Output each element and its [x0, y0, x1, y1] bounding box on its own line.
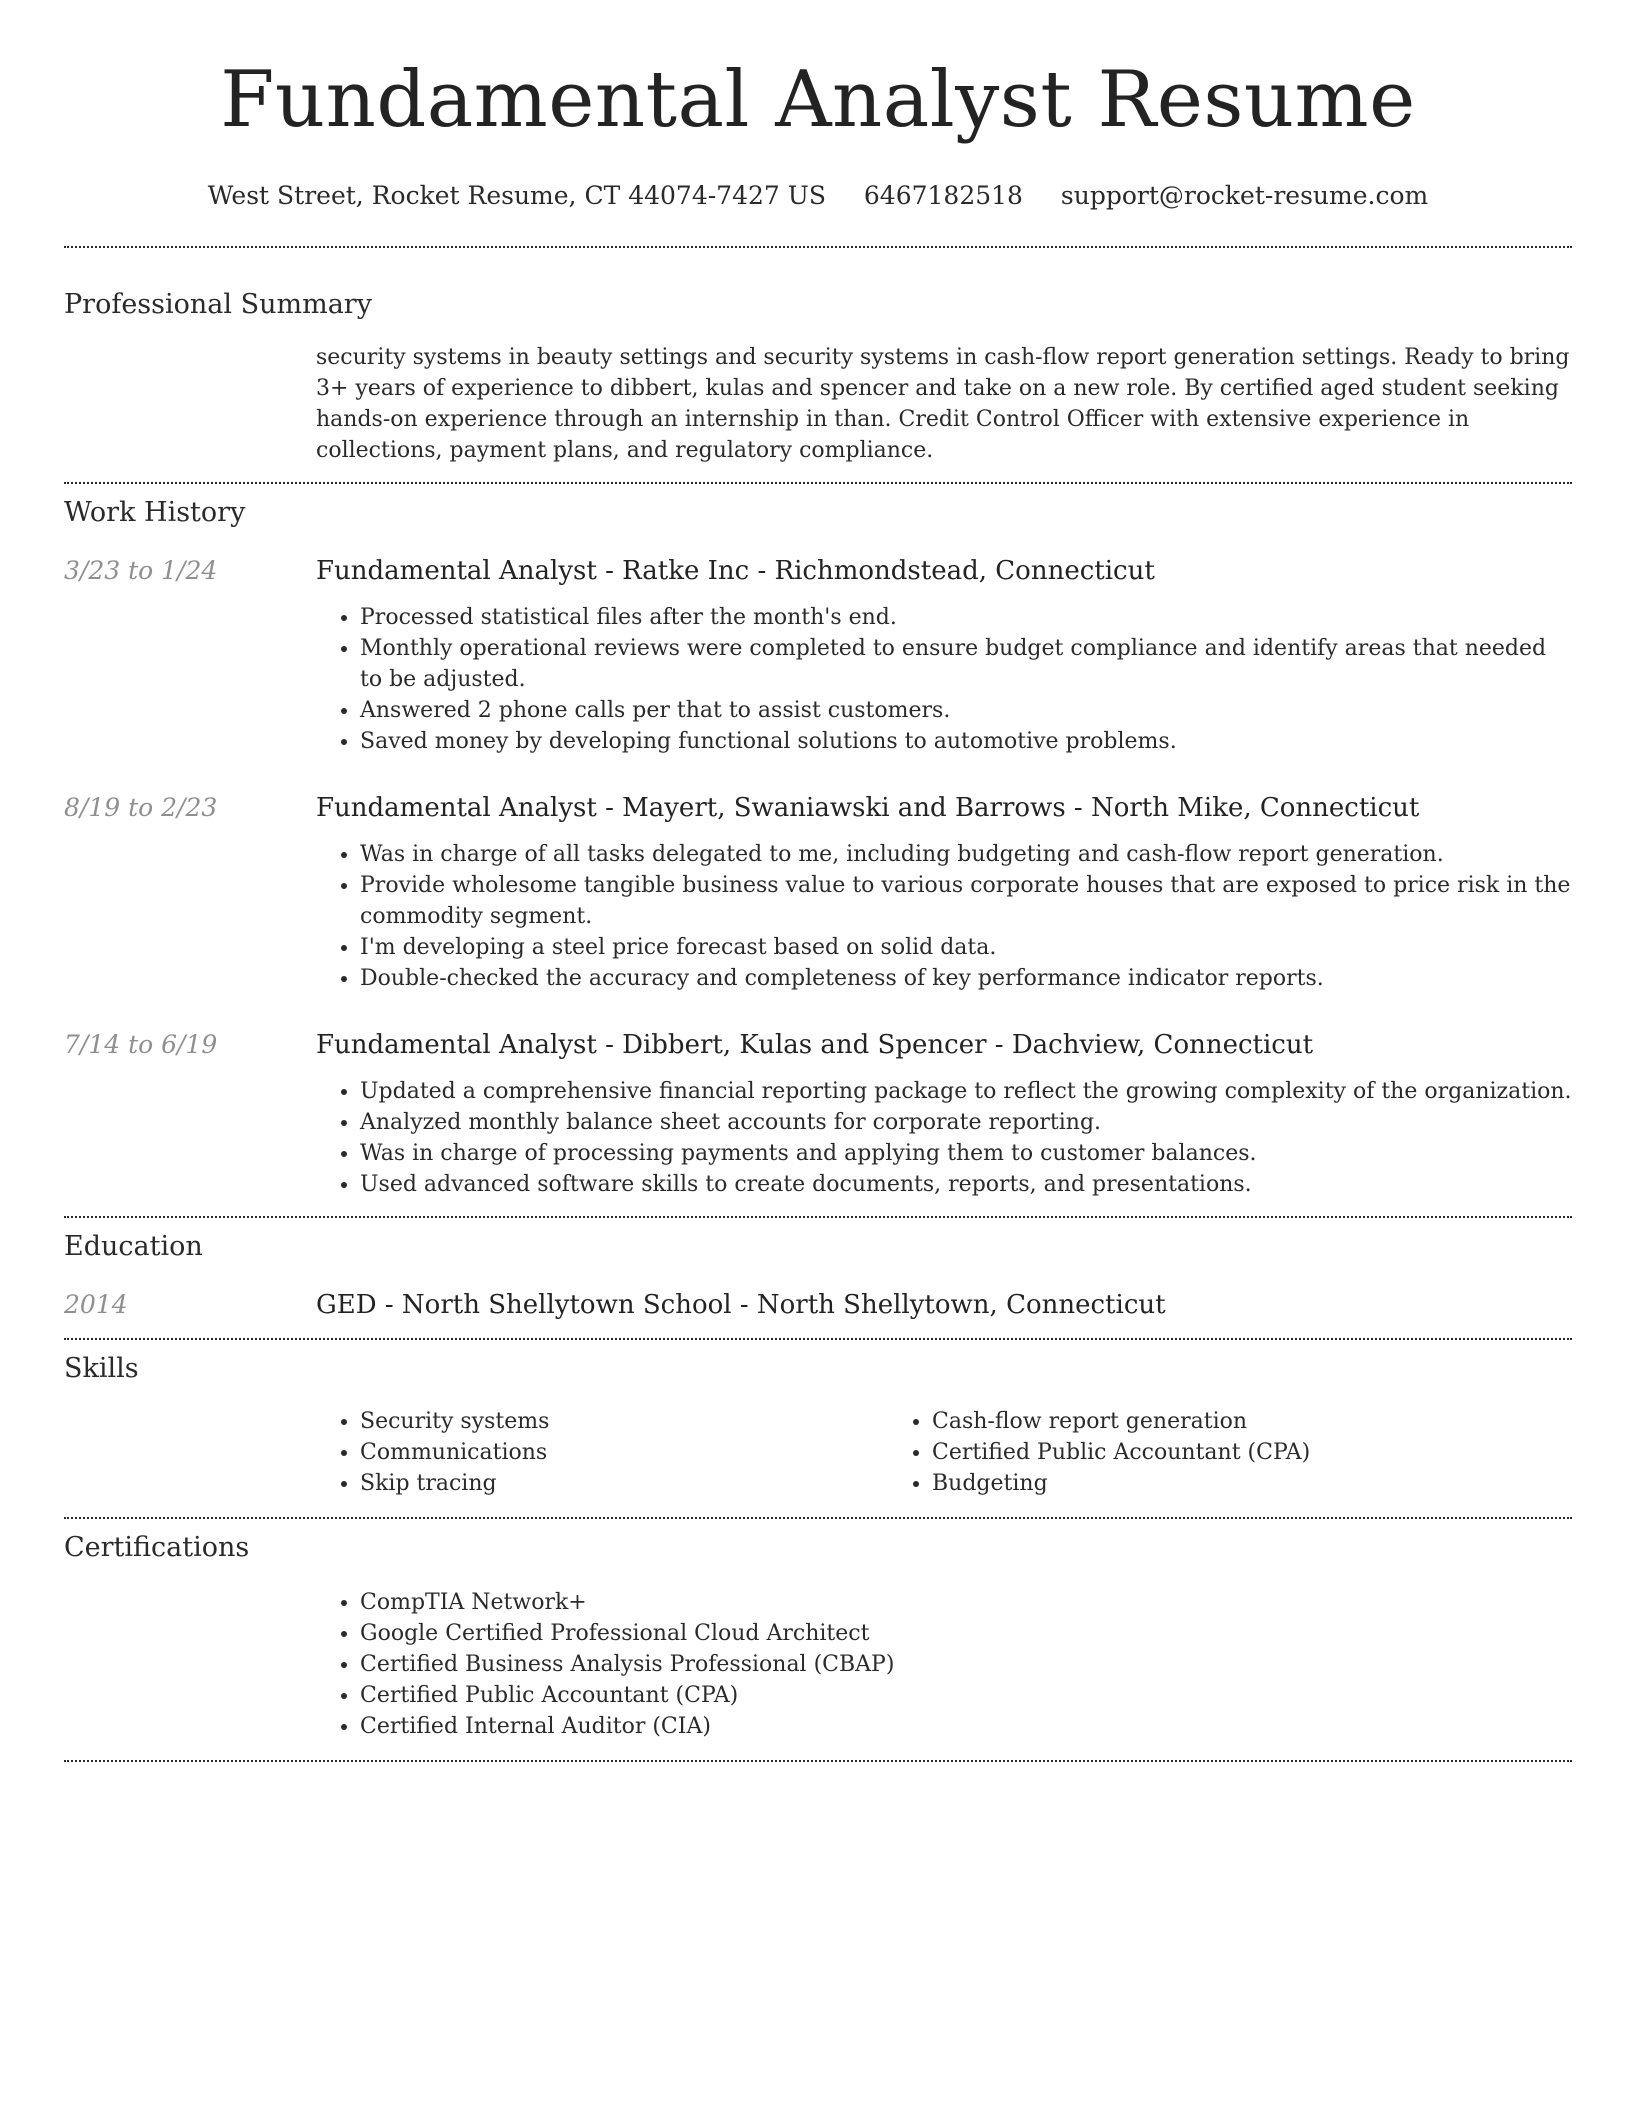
skills-heading: Skills [64, 1353, 139, 1384]
work-history-section [64, 496, 1572, 1200]
job-bullets [316, 602, 1572, 757]
education-entry [64, 1288, 1572, 1322]
divider [64, 1338, 1572, 1340]
list-item: • Was in charge of processing payments and applying them to customer balances. [360, 1138, 1572, 1169]
certifications-list [316, 1587, 1572, 1742]
list-item: • Answered 2 phone calls per that to assist customers. [360, 695, 1572, 726]
divider [64, 1216, 1572, 1218]
list-item: • I'm developing a steel price forecast based on solid data. [360, 932, 1572, 963]
education-section [64, 1230, 1572, 1322]
education-degree: GED - North Shellytown School - North Shellytown, Connecticut [316, 1290, 1166, 1320]
list-item: • Budgeting [932, 1468, 1460, 1499]
contact-address: West Street, Rocket Resume, CT 44074-7427 US [207, 181, 826, 210]
list-item: • Communications [360, 1437, 888, 1468]
summary-text: security systems in beauty settings and security systems in cash-flow report generation settings. Ready to bring 3+ years of experience to dibbert, kulas and spencer and take on a new role. By certified aged student seeking hands-on experience through an internship in than. Credit Control Officer with extensive experience in collections, payment plans, and regulatory compliance. [316, 345, 1570, 463]
job-dates: 8/19 to 2/23 [64, 793, 218, 822]
skills-list [316, 1406, 1572, 1499]
job-entry [64, 1028, 1572, 1200]
list-item: • Certified Public Accountant (CPA) [932, 1437, 1460, 1468]
contact-line [64, 180, 1572, 212]
list-item: • Double-checked the accuracy and completeness of key performance indicator reports. [360, 963, 1572, 994]
skills-section [64, 1352, 1572, 1499]
job-title: Fundamental Analyst - Dibbert, Kulas and Spencer - Dachview, Connecticut [316, 1030, 1314, 1060]
list-item: • Saved money by developing functional solutions to automotive problems. [360, 726, 1572, 757]
list-item: • Certified Internal Auditor (CIA) [360, 1711, 1572, 1742]
education-heading: Education [64, 1231, 203, 1262]
education-year: 2014 [64, 1290, 128, 1319]
job-title: Fundamental Analyst - Ratke Inc - Richmondstead, Connecticut [316, 556, 1155, 586]
job-entry [64, 554, 1572, 757]
list-item: • Updated a comprehensive financial reporting package to reflect the growing complexity of the organization. [360, 1076, 1572, 1107]
summary-heading: Professional Summary [64, 289, 372, 320]
job-bullets [316, 1076, 1572, 1200]
job-entry [64, 791, 1572, 994]
list-item: • Google Certified Professional Cloud Architect [360, 1618, 1572, 1649]
work-history-heading: Work History [64, 497, 246, 528]
job-dates: 7/14 to 6/19 [64, 1030, 218, 1059]
job-bullets [316, 839, 1572, 994]
list-item: • Analyzed monthly balance sheet accounts for corporate reporting. [360, 1107, 1572, 1138]
skills-column-right [888, 1406, 1460, 1499]
summary-section [64, 288, 1572, 466]
list-item: • Provide wholesome tangible business value to various corporate houses that are exposed to price risk in the commodity segment. [360, 870, 1572, 932]
list-item: • Certified Public Accountant (CPA) [360, 1680, 1572, 1711]
divider [64, 1517, 1572, 1519]
list-item: • Cash-flow report generation [932, 1406, 1460, 1437]
certifications-section [64, 1531, 1572, 1742]
contact-email: support@rocket-resume.com [1060, 181, 1429, 210]
job-title: Fundamental Analyst - Mayert, Swaniawski and Barrows - North Mike, Connecticut [316, 793, 1420, 823]
list-item: • Was in charge of all tasks delegated to me, including budgeting and cash-flow report generation. [360, 839, 1572, 870]
certifications-heading: Certifications [64, 1532, 250, 1563]
list-item: • Skip tracing [360, 1468, 888, 1499]
contact-phone: 6467182518 [863, 181, 1023, 210]
resume-title: Fundamental Analyst Resume [220, 55, 1416, 145]
list-item: • CompTIA Network+ [360, 1587, 1572, 1618]
list-item: • Monthly operational reviews were completed to ensure budget compliance and identify areas that needed to be adjusted. [360, 633, 1572, 695]
divider [64, 482, 1572, 484]
list-item: • Used advanced software skills to create documents, reports, and presentations. [360, 1169, 1572, 1200]
list-item: • Security systems [360, 1406, 888, 1437]
divider [64, 1760, 1572, 1762]
resume-page [64, 0, 1572, 1762]
divider [64, 246, 1572, 248]
list-item: • Processed statistical files after the month's end. [360, 602, 1572, 633]
job-dates: 3/23 to 1/24 [64, 556, 218, 585]
skills-column-left [316, 1406, 888, 1499]
list-item: • Certified Business Analysis Professional (CBAP) [360, 1649, 1572, 1680]
